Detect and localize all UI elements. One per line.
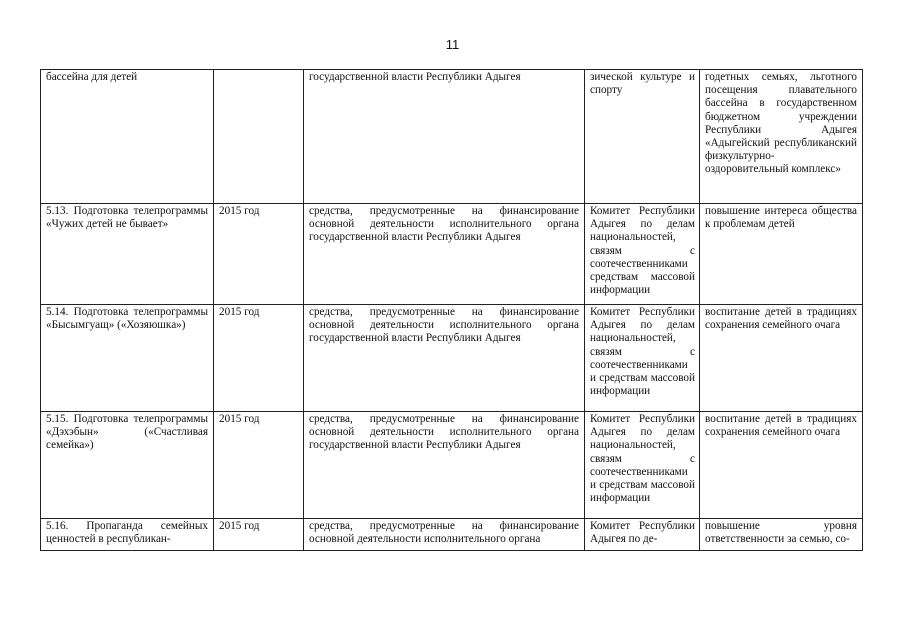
table-row bbox=[41, 412, 863, 519]
measure-cell: 5.13. Подготовка телепрограммы «Чужих детей не бывает» bbox=[41, 204, 214, 305]
funding-cell: средства, предусмотренные на финансирование основной деятельности исполнительного органа bbox=[304, 519, 585, 551]
measure-cell: бассейна для детей bbox=[41, 70, 214, 204]
result-cell: повышение уровня ответственности за семью, со- bbox=[700, 519, 863, 551]
measure-cell: 5.15. Подготовка телепрограммы «Дэхэбын» («Счастливая семейка») bbox=[41, 412, 214, 519]
result-cell: годетных семьях, льготного посещения плавательного бассейна в государственном бюджетном учреждении Республики Адыгея «Адыгейский республиканский физкультурно-оздоровительный комплекс» bbox=[700, 70, 863, 204]
deadline-cell: 2015 год bbox=[214, 412, 304, 519]
deadline-cell bbox=[214, 70, 304, 204]
table-row bbox=[41, 70, 863, 204]
funding-cell: государственной власти Республики Адыгея bbox=[304, 70, 585, 204]
funding-cell: средства, предусмотренные на финансирование основной деятельности исполнительного органа государственной власти Республики Адыгея bbox=[304, 412, 585, 519]
table-row bbox=[41, 305, 863, 412]
measure-cell: 5.16. Пропаганда семейных ценностей в республикан- bbox=[41, 519, 214, 551]
table-row bbox=[41, 204, 863, 305]
funding-cell: средства, предусмотренные на финансирование основной деятельности исполнительного органа государственной власти Республики Адыгея bbox=[304, 204, 585, 305]
program-measures-table bbox=[40, 69, 863, 551]
measure-cell: 5.14. Подготовка телепрограммы «Бысымгуащ» («Хозяюшка») bbox=[41, 305, 214, 412]
executor-cell: Комитет Республики Адыгея по делам национальностей, связям с соотечественниками и средствам массовой информации bbox=[585, 305, 700, 412]
result-cell: повышение интереса общества к проблемам детей bbox=[700, 204, 863, 305]
executor-cell: Комитет Республики Адыгея по делам национальностей, связям с соотечественниками средствам массовой информации bbox=[585, 204, 700, 305]
page-number: 11 bbox=[445, 37, 460, 52]
executor-cell: Комитет Республики Адыгея по де- bbox=[585, 519, 700, 551]
result-cell: воспитание детей в традициях сохранения семейного очага bbox=[700, 305, 863, 412]
deadline-cell: 2015 год bbox=[214, 305, 304, 412]
executor-cell: зической культуре и спорту bbox=[585, 70, 700, 204]
table-row bbox=[41, 519, 863, 551]
deadline-cell: 2015 год bbox=[214, 519, 304, 551]
executor-cell: Комитет Республики Адыгея по делам национальностей, связям с соотечественниками и средствам массовой информации bbox=[585, 412, 700, 519]
deadline-cell: 2015 год bbox=[214, 204, 304, 305]
result-cell: воспитание детей в традициях сохранения семейного очага bbox=[700, 412, 863, 519]
funding-cell: средства, предусмотренные на финансирование основной деятельности исполнительного органа государственной власти Республики Адыгея bbox=[304, 305, 585, 412]
